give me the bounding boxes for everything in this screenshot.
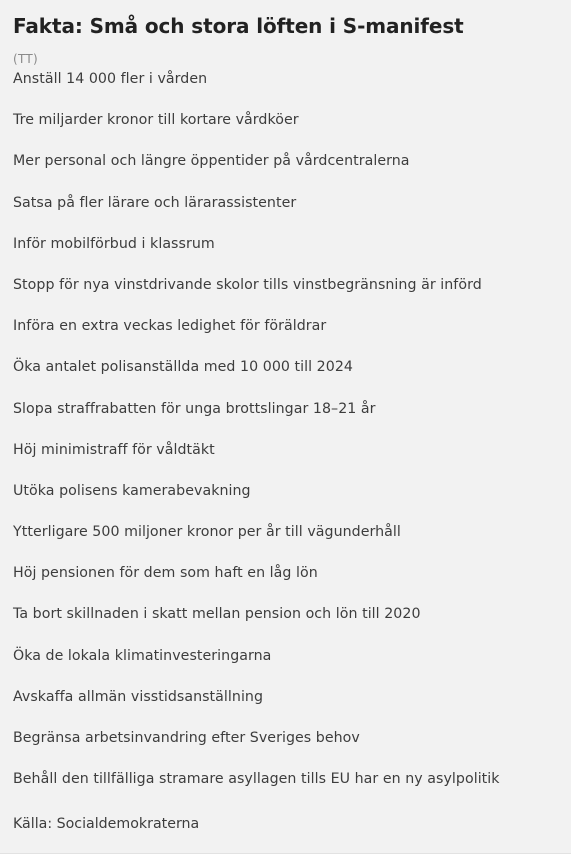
fact-item: Mer personal och längre öppentider på vårdcentralerna bbox=[13, 153, 410, 170]
article-byline: (TT) bbox=[13, 52, 39, 66]
fact-item: Öka antalet polisanställda med 10 000 till 2024 bbox=[13, 359, 353, 376]
fact-item: Avskaffa allmän visstidsanställning bbox=[13, 688, 264, 705]
fact-item: Ta bort skillnaden i skatt mellan pension och lön till 2020 bbox=[13, 606, 421, 623]
fact-item: Inför mobilförbud i klassrum bbox=[13, 235, 215, 252]
fact-item: Öka de lokala klimatinvesteringarna bbox=[13, 647, 272, 664]
article-title: Fakta: Små och stora löften i S-manifest bbox=[13, 14, 464, 38]
fact-item: Slopa straffrabatten för unga brottslingar 18–21 år bbox=[13, 400, 376, 417]
fact-item: Ytterligare 500 miljoner kronor per år till vägunderhåll bbox=[13, 524, 401, 541]
article-source: Källa: Socialdemokraterna bbox=[13, 816, 200, 832]
fact-item: Höj pensionen för dem som haft en låg lön bbox=[13, 565, 318, 582]
fact-item: Behåll den tillfälliga stramare asyllagen tills EU har en ny asylpolitik bbox=[13, 771, 500, 788]
fact-item: Utöka polisens kamerabevakning bbox=[13, 482, 251, 499]
fact-item: Stopp för nya vinstdrivande skolor tills vinstbegränsning är införd bbox=[13, 276, 482, 293]
fact-item: Tre miljarder kronor till kortare vårdköer bbox=[13, 112, 299, 129]
fact-item: Satsa på fler lärare och lärarassistenter bbox=[13, 194, 297, 211]
fact-item: Höj minimistraff för våldtäkt bbox=[13, 441, 215, 458]
fact-item: Införa en extra veckas ledighet för föräldrar bbox=[13, 318, 327, 335]
fact-item: Begränsa arbetsinvandring efter Sveriges behov bbox=[13, 730, 360, 746]
fact-list bbox=[13, 68, 565, 809]
fact-item: Anställ 14 000 fler i vården bbox=[13, 71, 208, 87]
